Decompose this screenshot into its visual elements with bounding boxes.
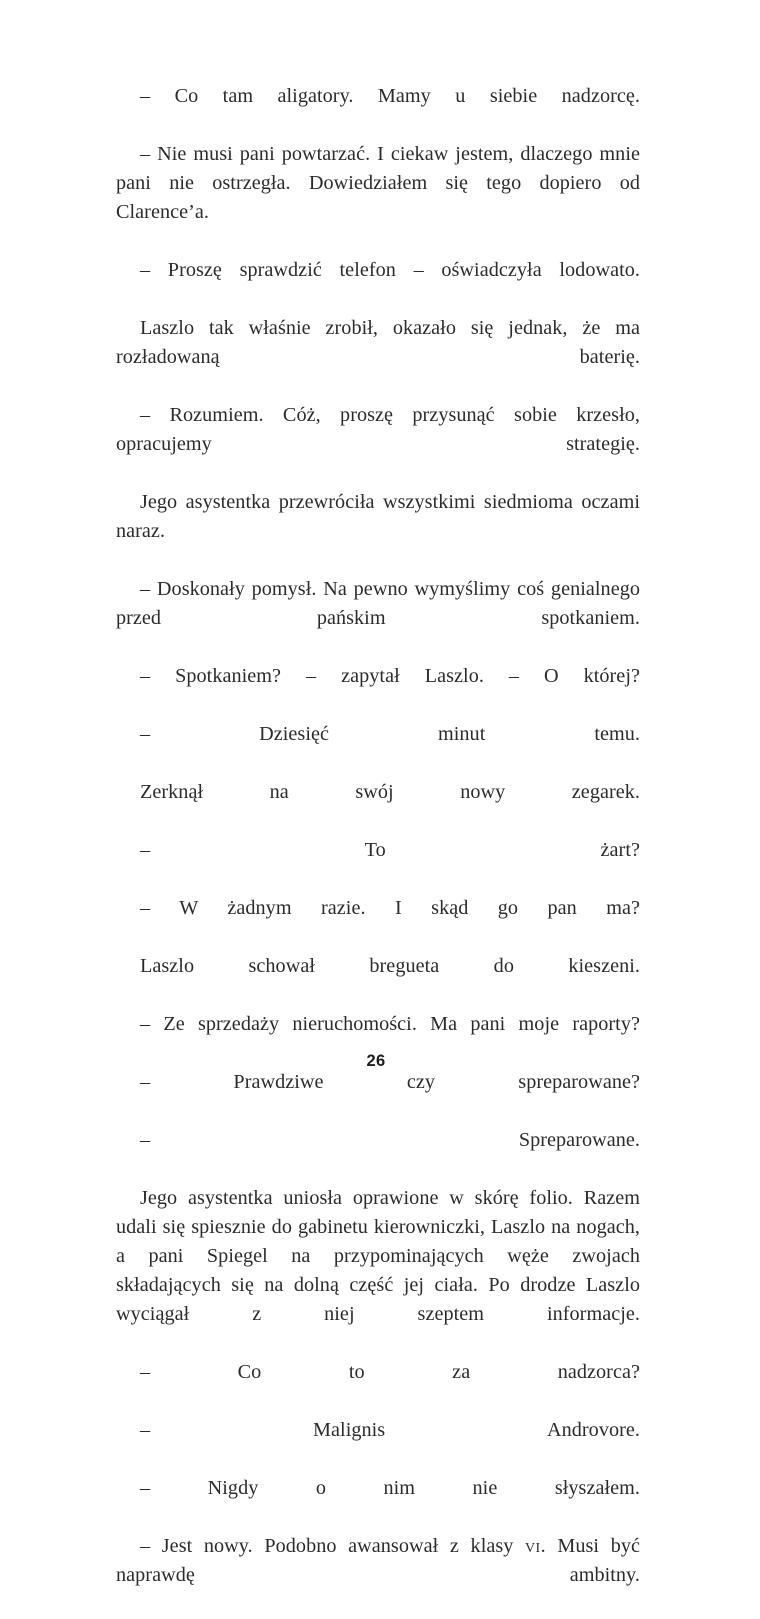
paragraph-dialogue: – Dziesięć minut temu. [140,723,640,745]
paragraph-narration: Zerknął na swój nowy zegarek. [140,781,640,803]
paragraph-dialogue: – Nie musi pani powtarzać. I ciekaw jestem, dlaczego mnie pani nie ostrzegła. Dowiedziałem się tego dopiero od Clarence’a. [116,143,640,223]
paragraph-dialogue: – Co to za nadzorca? [140,1361,640,1383]
roman-numeral-smallcaps: vi [525,1535,541,1557]
paragraph-dialogue-with-smallcaps [116,1532,640,1619]
paragraph-dialogue: – Prawdziwe czy spreparowane? [140,1071,640,1093]
paragraph-dialogue: – To żart? [140,839,640,861]
text-run: . Musi być naprawdę ambitny. [116,1535,640,1586]
paragraph-narration: Jego asystentka uniosła oprawione w skórę folio. Razem udali się spiesznie do gabinetu kierowniczki, Laszlo na nogach, a pani Spiegel na przypominających węże zwojach składających się na dolną część jej ciała. Po drodze Laszlo wyciągał z niej szeptem informacje. [116,1187,640,1325]
paragraph-dialogue: – W żadnym razie. I skąd go pan ma? [140,897,640,919]
paragraph-narration: Laszlo schował bregueta do kieszeni. [140,955,640,977]
paragraph-dialogue: – Spreparowane. [140,1129,640,1151]
text-run: – Jest nowy. Podobno awansował z klasy [140,1535,526,1557]
body-text-column [116,82,640,1619]
paragraph-narration: Laszlo tak właśnie zrobił, okazało się jednak, że ma rozładowaną baterię. [116,317,640,368]
paragraph-dialogue: – Doskonały pomysł. Na pewno wymyślimy coś genialnego przed pańskim spotkaniem. [116,578,640,629]
paragraph-dialogue: – Nigdy o nim nie słyszałem. [140,1477,640,1499]
paragraph-dialogue: – Co tam aligatory. Mamy u siebie nadzorcę. [140,85,640,107]
paragraph-dialogue: – Spotkaniem? – zapytał Laszlo. – O której? [140,665,640,687]
paragraph-narration: Jego asystentka przewróciła wszystkimi siedmioma oczami naraz. [116,491,640,542]
paragraph-dialogue: – Ze sprzedaży nieruchomości. Ma pani moje raporty? [140,1013,640,1035]
paragraph-dialogue: – Proszę sprawdzić telefon – oświadczyła lodowato. [140,259,640,281]
paragraph-dialogue: – Malignis Androvore. [140,1419,640,1441]
page-number: 26 [366,1052,386,1070]
paragraph-dialogue: – Rozumiem. Cóż, proszę przysunąć sobie krzesło, opracujemy strategię. [116,404,640,455]
